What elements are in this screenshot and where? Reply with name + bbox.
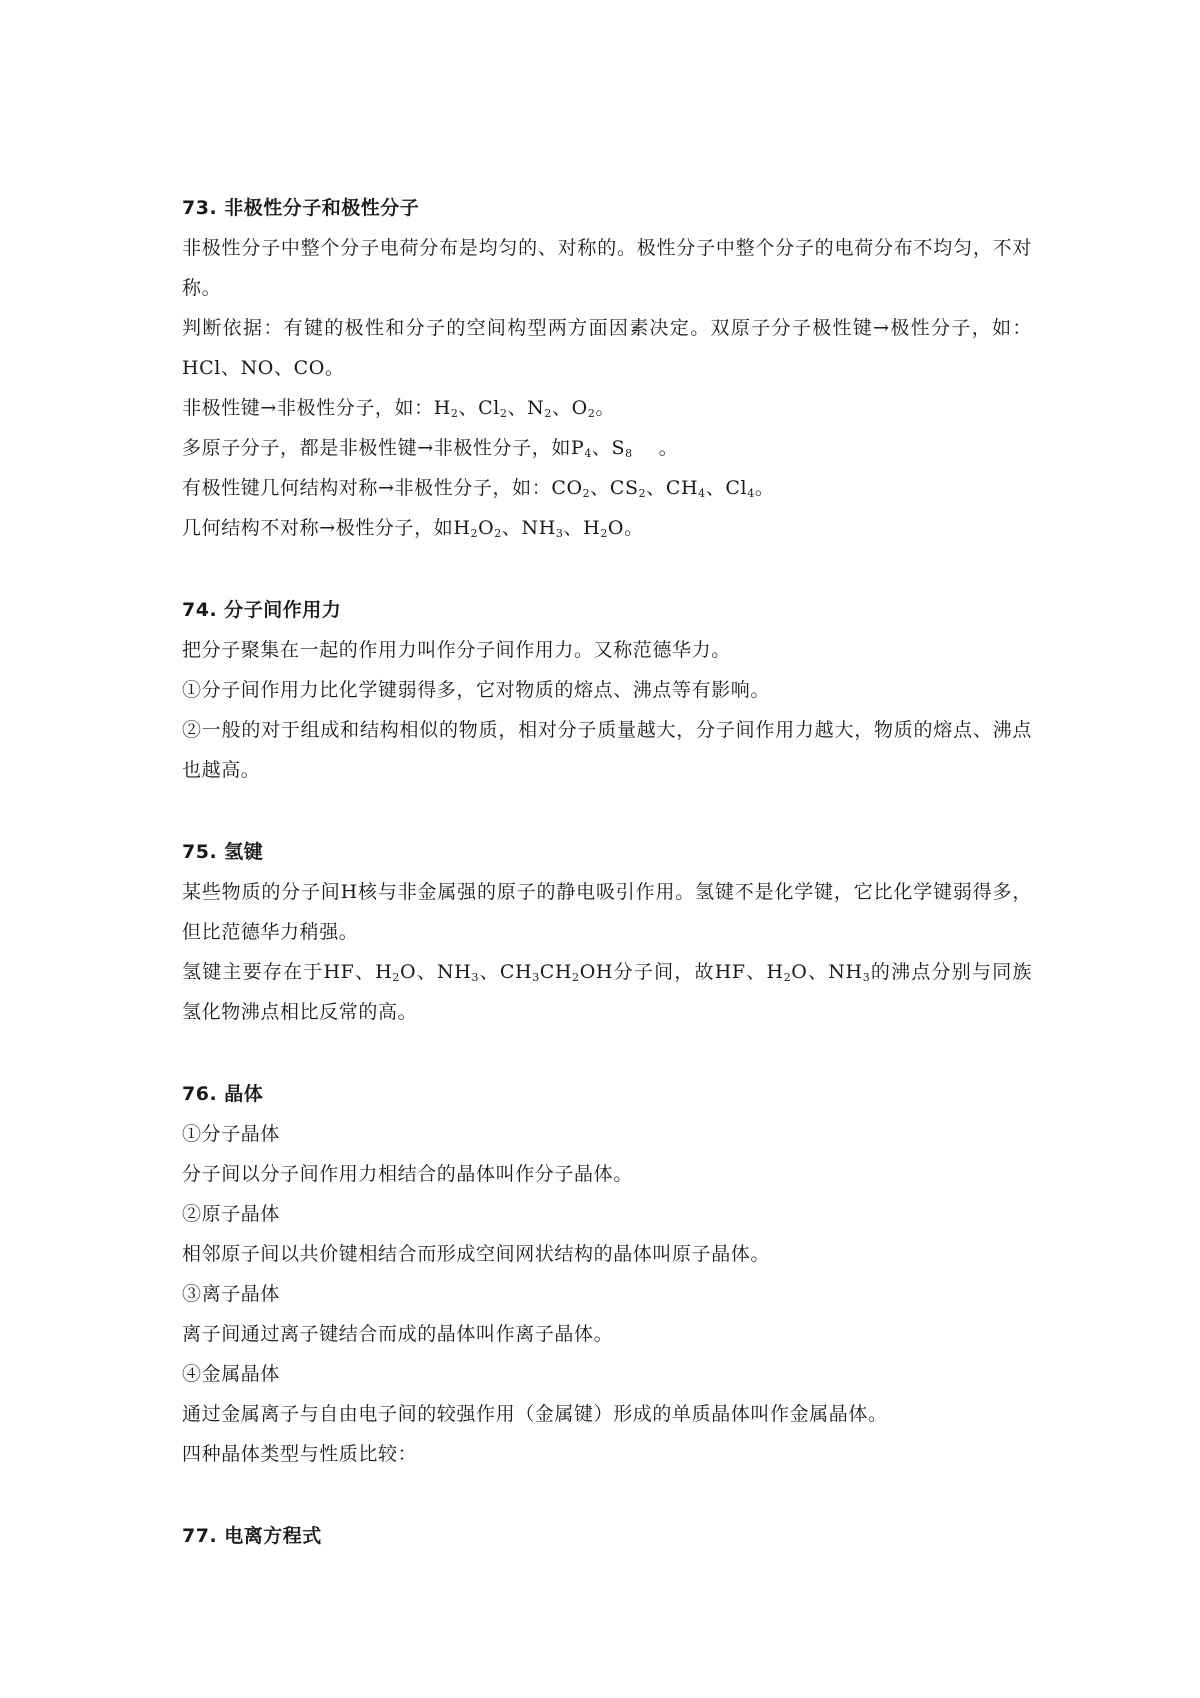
paragraph: 判断依据：有键的极性和分子的空间构型两方面因素决定。双原子分子极性键→极性分子，如：HCl、NO、CO。 <box>182 317 1032 379</box>
subheading: ②原子晶体 <box>182 1203 281 1225</box>
paragraph: 氢键主要存在于HF、$H_2O$、$NH_3$、$CH_3CH_2OH$分子间，故HF、$H_2O$、$NH_3$的沸点分别与同族氢化物沸点相比反常的高。 <box>182 961 1033 1023</box>
text-line: 通过金属离子与自由电子间的较强作用（金属键）形成的单质晶体叫作金属晶体。 <box>182 1403 888 1425</box>
paragraph: ①分子间作用力比化学键弱得多，它对物质的熔点、沸点等有影响。 <box>182 679 771 701</box>
section-73 <box>182 188 1032 548</box>
section-74 <box>182 590 1032 790</box>
text-line: 多原子分子，都是非极性键→非极性分子，如$P_4$、$S_8$ 。 <box>182 437 679 460</box>
paragraph: 非极性分子中整个分子电荷分布是均匀的、对称的。极性分子中整个分子的电荷分布不均匀，不对称。 <box>182 237 1032 299</box>
text-line: 几何结构不对称→极性分子，如$H_2O_2$、$NH_3$、$H_2O$。 <box>182 517 644 540</box>
section-76 <box>182 1074 1032 1474</box>
subheading: ①分子晶体 <box>182 1123 281 1145</box>
section-heading: 74. 分子间作用力 <box>182 599 342 621</box>
section-75 <box>182 832 1032 1032</box>
text-line: 有极性键几何结构对称→非极性分子，如：$CO_2$、$CS_2$、$CH_4$、$Cl_4$。 <box>182 477 775 500</box>
section-heading: 77. 电离方程式 <box>182 1525 322 1547</box>
section-heading: 73. 非极性分子和极性分子 <box>182 197 420 219</box>
text-line: 相邻原子间以共价键相结合而形成空间网状结构的晶体叫原子晶体。 <box>182 1243 771 1265</box>
text-line: 非极性键→非极性分子，如：$H_2$、$Cl_2$、$N_2$、$O_2$。 <box>182 397 616 420</box>
text-line: 四种晶体类型与性质比较： <box>182 1443 418 1465</box>
paragraph: 某些物质的分子间H核与非金属强的原子的静电吸引作用。氢键不是化学键，它比化学键弱得多，但比范德华力稍强。 <box>182 881 1032 943</box>
section-77 <box>182 1516 1032 1556</box>
subheading: ④金属晶体 <box>182 1363 281 1385</box>
subheading: ③离子晶体 <box>182 1283 281 1305</box>
document-page <box>182 188 1032 1598</box>
text-line: 离子间通过离子键结合而成的晶体叫作离子晶体。 <box>182 1323 614 1345</box>
section-heading: 75. 氢键 <box>182 841 264 863</box>
paragraph: 把分子聚集在一起的作用力叫作分子间作用力。又称范德华力。 <box>182 639 731 661</box>
paragraph: ②一般的对于组成和结构相似的物质，相对分子质量越大，分子间作用力越大，物质的熔点、沸点也越高。 <box>182 719 1032 781</box>
section-heading: 76. 晶体 <box>182 1083 264 1105</box>
text-line: 分子间以分子间作用力相结合的晶体叫作分子晶体。 <box>182 1163 633 1185</box>
